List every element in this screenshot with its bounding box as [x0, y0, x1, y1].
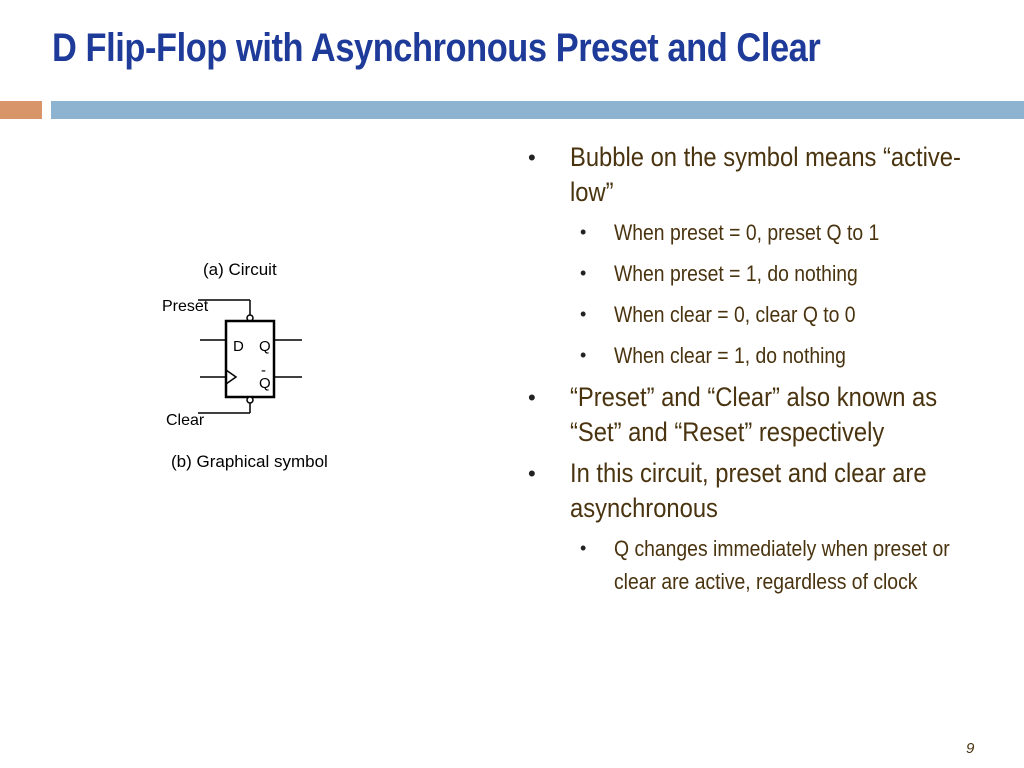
qbar-overline: - [261, 362, 266, 379]
page-number: 9 [966, 740, 975, 757]
bullet-text: Q changes immediately when preset or clear are active, regardless of clock [614, 536, 950, 594]
bullet-level2 [528, 532, 968, 598]
bullet-icon: • [528, 145, 536, 170]
bullet-level1 [528, 380, 968, 450]
qbar-pin-label: Q [259, 375, 271, 392]
bullet-text: In this circuit, preset and clear are asynchronous [570, 458, 927, 523]
clock-triangle-icon [226, 370, 236, 384]
d-pin-label: D [233, 338, 244, 355]
clear-bubble-icon [247, 397, 253, 403]
bullet-icon: • [580, 345, 587, 365]
figure-caption-circuit: (a) Circuit [203, 260, 277, 279]
bullet-text: Bubble on the symbol means “active-low” [570, 142, 961, 207]
bullet-text: When preset = 1, do nothing [614, 261, 858, 286]
figure-caption-symbol: (b) Graphical symbol [171, 452, 328, 471]
bullet-list [528, 140, 968, 606]
bullet-icon: • [580, 304, 587, 324]
bullet-level2 [528, 298, 968, 331]
q-pin-label: Q [259, 338, 271, 355]
bullet-text: “Preset” and “Clear” also known as “Set” and “Reset” respectively [570, 382, 938, 447]
bullet-text: When clear = 0, clear Q to 0 [614, 302, 856, 327]
preset-label: Preset [162, 298, 209, 315]
accent-bar-orange [0, 101, 42, 119]
bullet-level1 [528, 140, 968, 210]
bullet-level2 [528, 339, 968, 372]
bullet-icon: • [580, 263, 587, 283]
bullet-icon: • [528, 461, 536, 486]
accent-bar-blue [51, 101, 1024, 119]
bullet-text: When clear = 1, do nothing [614, 343, 846, 368]
clear-label: Clear [166, 412, 205, 429]
bullet-level1 [528, 456, 968, 526]
bullet-level2 [528, 216, 968, 249]
slide-title: D Flip-Flop with Asynchronous Preset and Clear [52, 26, 821, 70]
bullet-icon: • [528, 385, 536, 410]
bullet-icon: • [580, 222, 587, 242]
bullet-icon: • [580, 538, 587, 558]
flip-flop-symbol [190, 290, 320, 422]
bullet-text: When preset = 0, preset Q to 1 [614, 220, 880, 245]
bullet-level2 [528, 257, 968, 290]
